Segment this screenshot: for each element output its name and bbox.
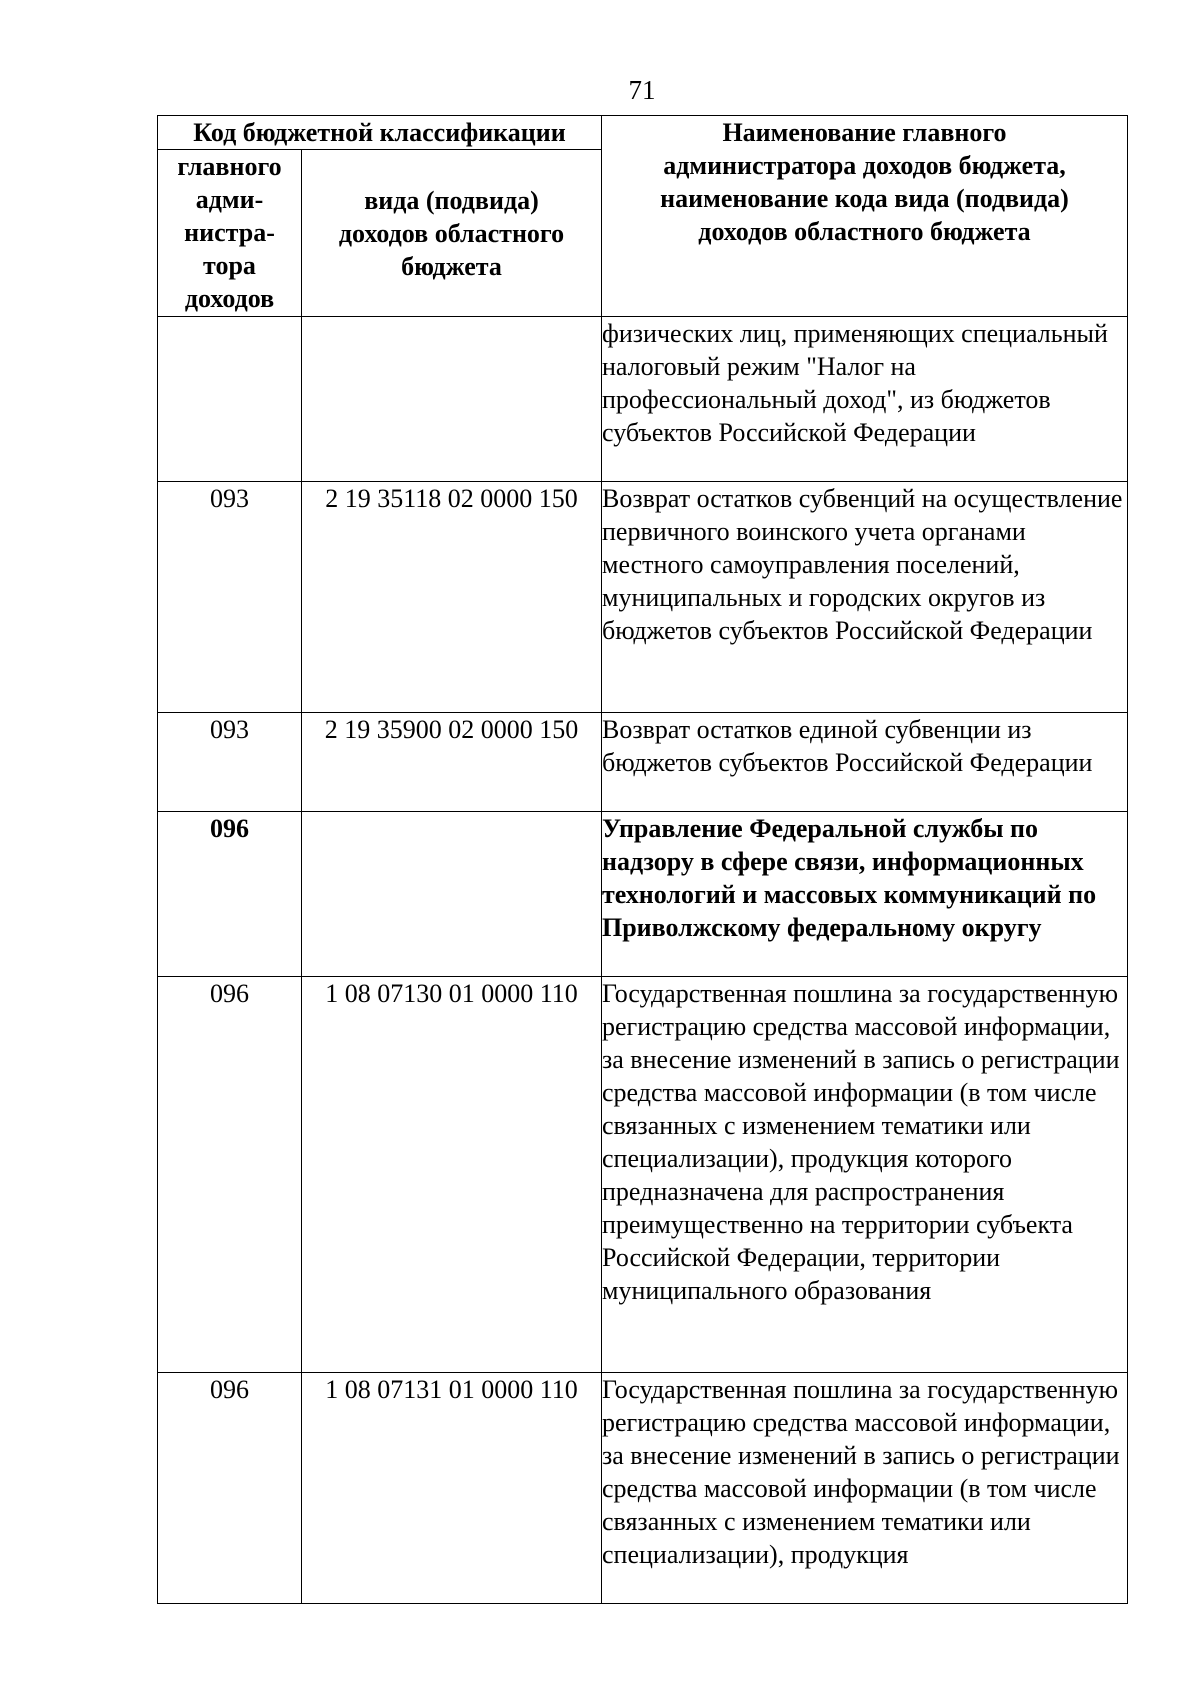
admin-header-line: главного (177, 152, 282, 181)
income-code-cell (302, 317, 602, 482)
income-code-cell: 2 19 35118 02 0000 150 (302, 482, 602, 713)
income-name-cell: Возврат остатков субвенций на осуществление первичного воинского учета органами местного самоуправления поселений, муниципальных и городских округов из бюджетов субъектов Российской Федерации (602, 482, 1128, 713)
name-header-line: доходов областного бюджета (698, 217, 1031, 246)
table-row (158, 482, 1128, 713)
name-header-line: администратора доходов бюджета, (663, 151, 1066, 180)
code-header-line: вида (подвида) (364, 185, 539, 215)
administrator-name-cell: Управление Федеральной службы по надзору в сфере связи, информационных технологий и массовых коммуникаций по Приволжскому федеральному округу (602, 812, 1128, 977)
table-row (158, 1373, 1128, 1604)
admin-code-cell: 093 (158, 713, 302, 812)
table-row (158, 317, 1128, 482)
admin-header-line: доходов (184, 284, 275, 313)
admin-header-line: нистра- (184, 218, 275, 247)
kbk-header: Код бюджетной классификации (158, 116, 602, 150)
admin-code-cell: 093 (158, 482, 302, 713)
income-name-cell: Возврат остатков единой субвенции из бюджетов субъектов Российской Федерации (602, 713, 1128, 812)
table-row (158, 977, 1128, 1373)
admin-code-cell (158, 317, 302, 482)
income-name-cell: физических лиц, применяющих специальный налоговый режим "Налог на профессиональный доход", из бюджетов субъектов Российской Федерации (602, 317, 1128, 482)
name-header-line: Наименование главного (722, 118, 1007, 147)
name-header-line: наименование кода вида (подвида) (660, 184, 1069, 213)
code-header-line: бюджета (401, 251, 502, 281)
income-name-cell: Государственная пошлина за государственную регистрацию средства массовой информации, за внесение изменений в запись о регистрации средства массовой информации (в том числе связанных с изменением тематики или специализации), продукция которого предназначена для распространения преимущественно на территории субъекта Российской Федерации, территории муниципального образования (602, 977, 1128, 1373)
code-column-header (302, 150, 602, 317)
page-number: 71 (628, 75, 656, 105)
income-code-cell: 1 08 07130 01 0000 110 (302, 977, 602, 1373)
budget-classification-table (157, 115, 1128, 1604)
admin-column-header (158, 150, 302, 317)
income-name-cell: Государственная пошлина за государственную регистрацию средства массовой информации, за внесение изменений в запись о регистрации средства массовой информации (в том числе связанных с изменением тематики или специализации), продукция (602, 1373, 1128, 1604)
income-code-cell: 1 08 07131 01 0000 110 (302, 1373, 602, 1604)
admin-code-cell: 096 (158, 977, 302, 1373)
income-code-cell: 2 19 35900 02 0000 150 (302, 713, 602, 812)
admin-code-cell: 096 (158, 1373, 302, 1604)
income-code-cell (302, 812, 602, 977)
table-row (158, 713, 1128, 812)
name-column-header (602, 116, 1128, 317)
admin-header-line: адми- (195, 185, 264, 214)
admin-code-cell: 096 (158, 812, 302, 977)
table-row-administrator (158, 812, 1128, 977)
code-header-line: доходов областного (338, 218, 565, 248)
admin-header-line: тора (203, 251, 256, 280)
